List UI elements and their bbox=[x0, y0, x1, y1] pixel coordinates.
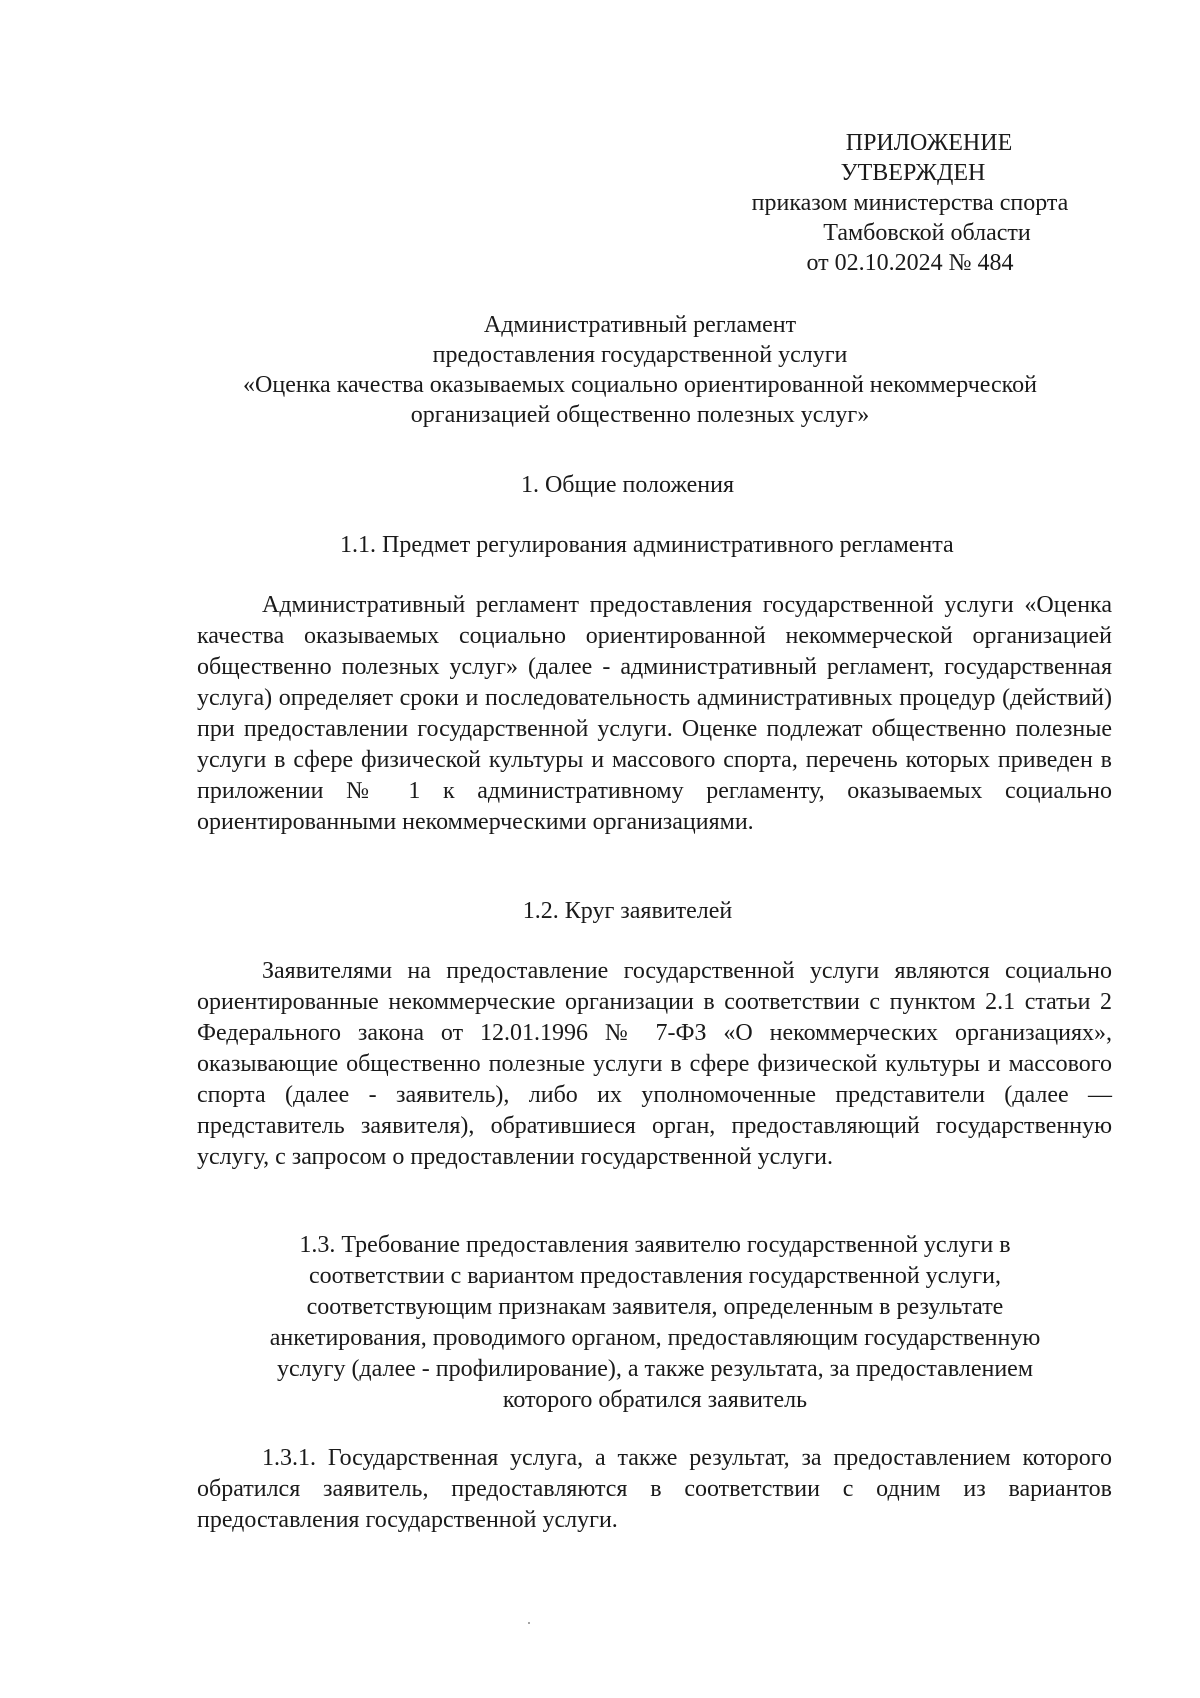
document-title bbox=[140, 310, 1140, 430]
paragraph-1-3-1: 1.3.1. Государственная услуга, а также результат, за предоставлением которого обратился заявитель, предоставляются в соответствии с одним из вариантов предоставления государственной услуги. bbox=[197, 1445, 1112, 1533]
heading-1-3-line-6: которого обратился заявитель bbox=[502, 1387, 808, 1413]
heading-1-3-line-1: 1.3. Требование предоставления заявителю государственной услуги в bbox=[299, 1232, 1011, 1258]
approval-line-order: приказом министерства спорта bbox=[751, 190, 1069, 216]
title-line-2: предоставления государственной услуги bbox=[432, 342, 848, 368]
heading-1-3-line-5: услугу (далее - профилирование), а также результата, за предоставлением bbox=[276, 1356, 1034, 1382]
title-line-1: Административный регламент bbox=[483, 312, 797, 338]
heading-1-3-line-4: анкетирования, проводимого органом, предоставляющим государственную bbox=[269, 1325, 1041, 1351]
heading-1-3-line-3: соответствующим признакам заявителя, определенным в результате bbox=[306, 1294, 1004, 1320]
approval-line-appendix: ПРИЛОЖЕНИЕ bbox=[845, 130, 1013, 156]
scan-speck bbox=[528, 1622, 530, 1624]
approval-line-date-number: от 02.10.2024 № 484 bbox=[806, 250, 1014, 276]
heading-1-3-line-2: соответствии с вариантом предоставления государственной услуги, bbox=[309, 1263, 1001, 1289]
paragraph-applicants: Заявителями на предоставление государственной услуги являются социально ориентированные некоммерческие организации в соответствии с пунктом 2.1 статьи 2 Федерального закона от 12.01.1996 № 7-ФЗ «О некоммерческих организациях», оказывающие общественно полезные услуги в сфере физической культуры и массового спорта (далее - заявитель), либо их уполномоченные представители (далее — представитель заявителя), обратившиеся орган, предоставляющий государственную услугу, с запросом о предоставлении государственной услуги. bbox=[197, 958, 1112, 1170]
approval-line-approved: УТВЕРЖДЕН bbox=[840, 160, 986, 186]
subsection-heading-1-3 bbox=[205, 1230, 1105, 1416]
title-line-3: «Оценка качества оказываемых социально ориентированной некоммерческой bbox=[243, 372, 1037, 398]
section-heading-general: 1. Общие положения bbox=[520, 472, 735, 498]
title-line-4: организацией общественно полезных услуг» bbox=[410, 402, 870, 428]
paragraph-subject: Административный регламент предоставления государственной услуги «Оценка качества оказываемых социально ориентированной некоммерческой организацией общественно полезных услуг» (далее - административный регламент, государственная услуга) определяет сроки и последовательность административных процедур (действий) при предоставлении государственной услуги. Оценке подлежат общественно полезные услуги в сфере физической культуры и массового спорта, перечень которых приведен в приложении № 1 к административному регламенту, оказываемых социально ориентированными некоммерческими организациями. bbox=[197, 592, 1112, 835]
subsection-heading-1-1: 1.1. Предмет регулирования административного регламента bbox=[340, 532, 954, 558]
approval-line-region: Тамбовской области bbox=[823, 220, 1031, 246]
subsection-heading-1-2: 1.2. Круг заявителей bbox=[522, 898, 733, 924]
approval-stamp-block bbox=[700, 128, 1120, 278]
